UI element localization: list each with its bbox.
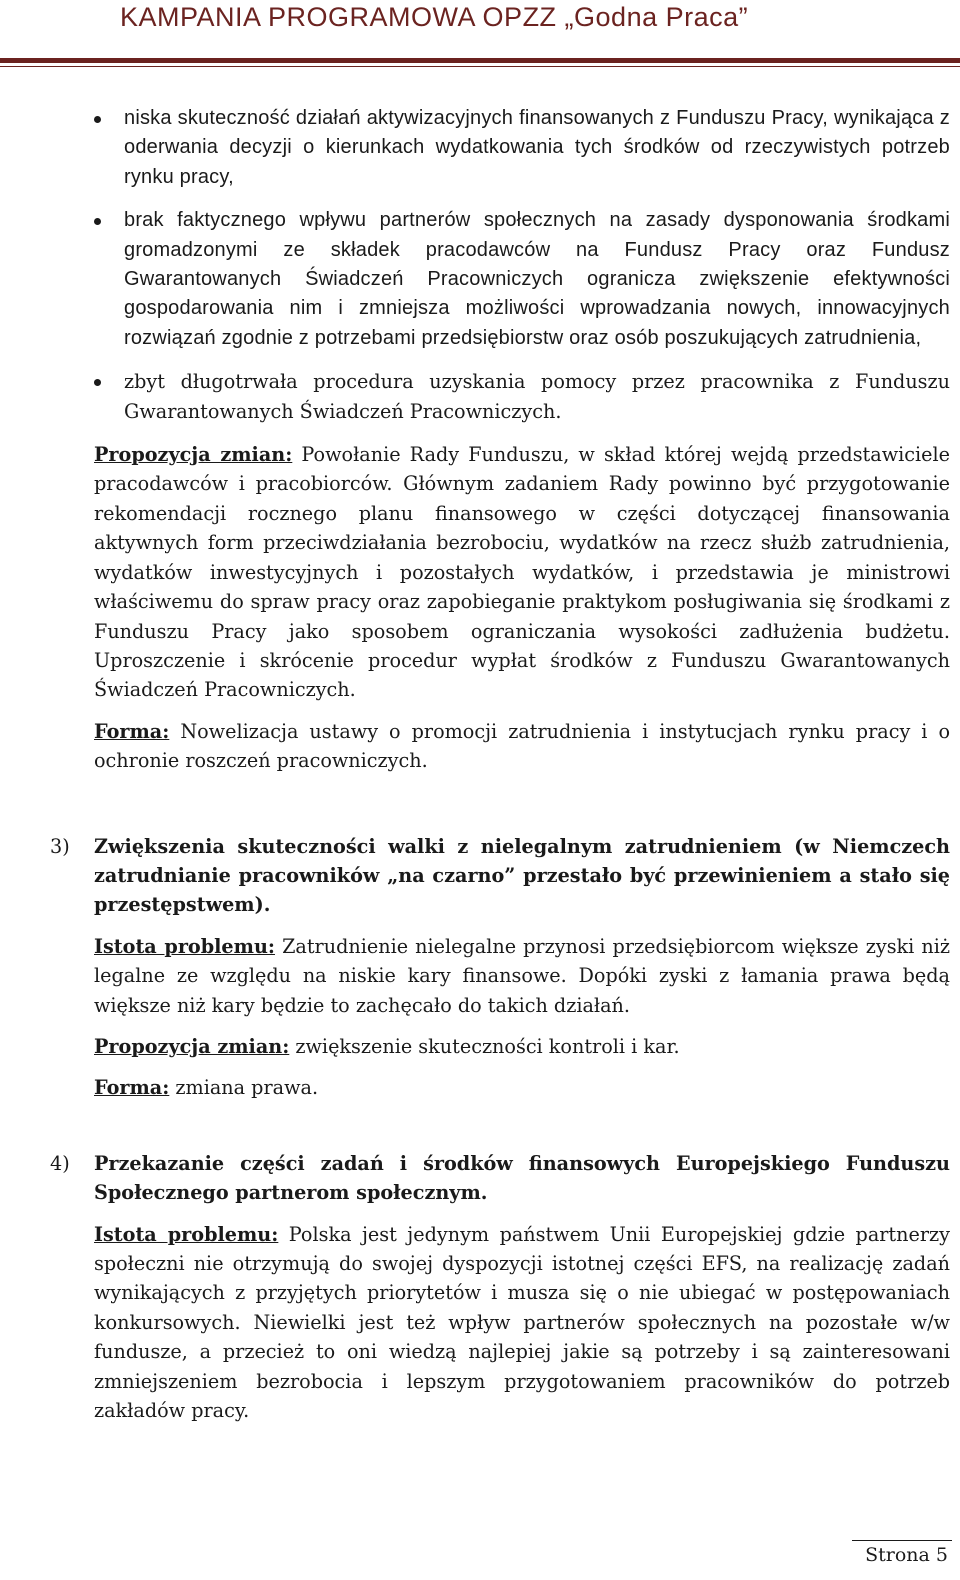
bullet-dot-icon xyxy=(94,218,101,225)
section-3 xyxy=(50,832,950,1103)
form-label: Forma: xyxy=(94,719,170,743)
bullet-text: brak faktycznego wpływu partnerów społecznych na zasady dysponowania środkami gromadzonymi ze składek pracodawców na Fundusz Pracy oraz Fundusz Gwarantowanych Świadczeń Pracowniczych ogranicza zwiększenie efektywności gospodarowania nim i zmniejsza możliwości wprowadzania nowych, innowacyjnych rozwiązań zgodnie z potrzebami przedsiębiorstw oraz osób poszukujących zatrudnienia, xyxy=(124,209,950,349)
bullet-text: zbyt długotrwała procedura uzyskania pomocy przez pracownika z Funduszu Gwarantowanych Świadczeń Pracowniczych. xyxy=(124,370,950,423)
proposal-label: Propozycja zmian: xyxy=(94,1034,290,1058)
problem-text: Polska jest jedynym państwem Unii Europejskiej gdzie partnerzy społeczni nie otrzymują do swojej dyspozycji istotnej części EFS, na realizację zadań wynikających z przyjętych priorytetów i musza się o nie ubiegać w postępowaniach konkursowych. Niewielki jest też wpływ partnerów społecznych na pozostałe w/w fundusze, a przecież to oni wiedzą najlepiej jakie są potrzeby i są zainteresowani zmniejszeniem bezrobocia i lepszym przygotowaniem pracowników do potrzeb zakładów pracy. xyxy=(94,1222,950,1423)
problem-paragraph xyxy=(94,1220,950,1426)
header-rule-thick xyxy=(0,58,960,63)
problem-label: Istota problemu: xyxy=(94,934,275,958)
form-paragraph xyxy=(94,717,950,776)
bullet-item xyxy=(94,104,950,192)
bullet-item xyxy=(94,206,950,353)
form-text: Nowelizacja ustawy o promocji zatrudnienia i instytucjach rynku pracy i o ochronie roszczeń pracowniczych. xyxy=(94,719,950,773)
form-label: Forma: xyxy=(94,1076,170,1100)
problem-paragraph xyxy=(94,932,950,1020)
section-number: 4) xyxy=(50,1151,70,1175)
problem-text: Zatrudnienie nielegalne przynosi przedsiębiorcom większe zyski niż legalne ze względu na niskie kary finansowe. Dopóki zyski z łamania prawa będą większe niż kary będzie to zachęcało do takich działań. xyxy=(94,934,950,1017)
page-number: Strona 5 xyxy=(865,1544,948,1566)
section-4 xyxy=(50,1149,950,1426)
bullet-dot-icon xyxy=(94,379,101,386)
proposal-text: Powołanie Rady Funduszu, w skład której wejdą przedstawiciele pracodawców i pracobiorców. Głównym zadaniem Rady powinno być przygotowanie rekomendacji rocznego planu finansowego w części dotyczącej finansowania aktywnych form przeciwdziałania bezrobociu, wydatków na rzecz służb zatrudnienia, wydatków inwestycyjnych i pozostałych wydatków, i przedstawia je ministrowi właściwemu do spraw pracy oraz zapobieganie praktykom posługiwania się środkami z Funduszu Pracy jako sposobem ograniczania wysokości zadłużenia budżetu. Uproszczenie i skrócenie procedur wypłat środków z Funduszu Gwarantowanych Świadczeń Pracowniczych. xyxy=(94,443,950,702)
proposal-paragraph xyxy=(94,1032,950,1061)
page-header xyxy=(0,0,960,74)
header-title: KAMPANIA PROGRAMOWA OPZZ „Godna Praca” xyxy=(120,2,749,32)
problem-label: Istota problemu: xyxy=(94,1222,279,1246)
section-title: Przekazanie części zadań i środków finansowych Europejskiego Funduszu Społecznego partnerom społecznym. xyxy=(94,1151,950,1205)
proposal-label: Propozycja zmian: xyxy=(94,443,293,467)
form-text: zmiana prawa. xyxy=(169,1076,319,1100)
section-title: Zwiększenia skuteczności walki z nielegalnym zatrudnieniem (w Niemczech zatrudnianie pracowników „na czarno” przestało być przewinieniem a stało się przestępstwem). xyxy=(94,834,950,917)
form-paragraph xyxy=(94,1073,950,1102)
proposal-text: zwiększenie skuteczności kontroli i kar. xyxy=(289,1034,680,1058)
header-rule-thin xyxy=(0,66,960,67)
bullet-text: niska skuteczność działań aktywizacyjnych finansowanych z Funduszu Pracy, wynikająca z oderwania decyzji o kierunkach wydatkowania tych środków od rzeczywistych potrzeb rynku pracy, xyxy=(124,107,950,188)
proposal-paragraph xyxy=(94,440,950,705)
bullet-item xyxy=(94,367,950,426)
problem-bullet-list xyxy=(94,104,950,426)
footer-rule xyxy=(852,1540,952,1541)
bullet-dot-icon xyxy=(94,116,101,123)
section-number: 3) xyxy=(50,834,70,858)
document-body xyxy=(50,104,950,1437)
